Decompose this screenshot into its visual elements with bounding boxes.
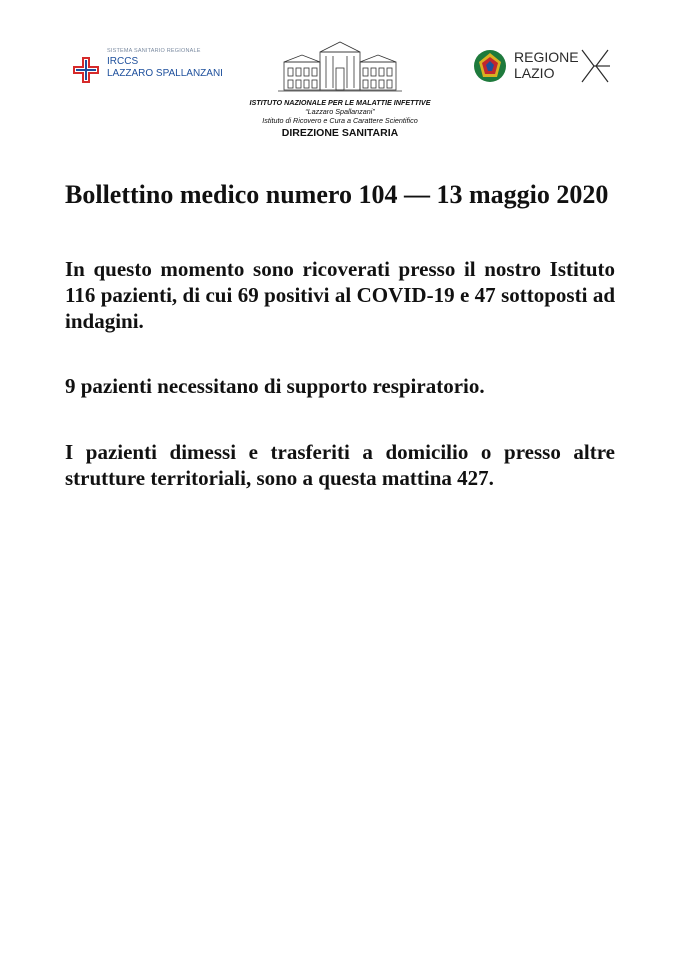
building-icon	[276, 38, 404, 94]
institute-subtitle: “Lazzaro Spallanzani”	[305, 107, 375, 116]
bulletin-paragraph: 9 pazienti necessitano di supporto respiratorio.	[65, 374, 485, 398]
regione-lazio-logo	[472, 48, 618, 88]
spallanzani-label: LAZZARO SPALLANZANI	[107, 68, 223, 79]
medical-cross-icon	[73, 57, 99, 83]
bulletin-title: Bollettino medico numero 104 — 13 maggio 2020	[65, 180, 609, 209]
institute-header	[230, 38, 450, 140]
bulletin-paragraph: I pazienti dimessi e trasferiti a domicilio o presso altre strutture territoriali, sono a questa mattina 427.	[65, 440, 615, 490]
direction-label: DIREZIONE SANITARIA	[281, 127, 399, 139]
spallanzani-logo	[73, 45, 243, 95]
lazio-label: LAZIO	[514, 65, 555, 81]
bulletin-paragraph: In questo momento sono ricoverati presso il nostro Istituto 116 pazienti, di cui 69 positivi al COVID-19 e 47 sottoposti ad indagini.	[65, 257, 615, 333]
regione-chevron-icon	[580, 48, 612, 84]
regional-health-system-label: SISTEMA SANITARIO REGIONALE	[107, 48, 201, 54]
regione-lazio-emblem-icon	[472, 48, 508, 84]
institute-name: ISTITUTO NAZIONALE PER LE MALATTIE INFETTIVE	[249, 98, 431, 107]
regione-label: REGIONE	[514, 49, 579, 65]
irccs-label: IRCCS	[107, 56, 139, 67]
institute-description: Istituto di Ricovero e Cura a Carattere Scientifico	[262, 116, 418, 125]
